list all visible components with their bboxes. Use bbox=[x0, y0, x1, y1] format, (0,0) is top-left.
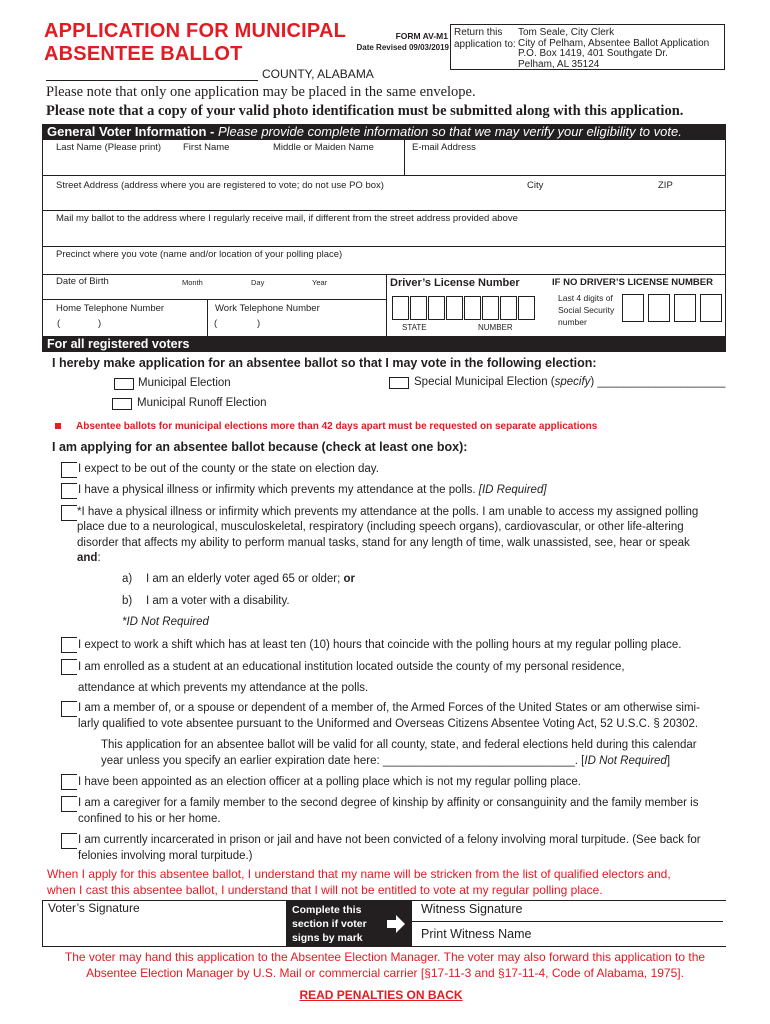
ssn-label-line: number bbox=[558, 317, 587, 327]
stricken-statement bbox=[47, 866, 671, 898]
reason-caregiver bbox=[78, 796, 698, 827]
witness-name-field[interactable] bbox=[540, 923, 722, 945]
form-id: FORM AV-M1 bbox=[395, 31, 448, 41]
general-info-heading: General Voter Information - bbox=[47, 124, 218, 139]
dl-number-box-3[interactable] bbox=[464, 296, 481, 320]
military-validity-line: This application for an absentee ballot will be valid for all county, state, and federal elections held during this calendar bbox=[101, 739, 697, 751]
reason-incarcerated-checkbox[interactable] bbox=[61, 833, 77, 849]
title-line-1: APPLICATION FOR MUNICIPAL bbox=[44, 20, 347, 42]
reason-incarcerated-line: felonies involving moral turpitude.) bbox=[78, 849, 253, 862]
reason-elderly bbox=[146, 572, 355, 587]
voter-signature-label: Voter’s Signature bbox=[48, 901, 140, 915]
home-phone-paren-close: ) bbox=[98, 318, 102, 329]
registered-voters-header: For all registered voters bbox=[42, 336, 726, 352]
reason-caregiver-checkbox[interactable] bbox=[61, 796, 77, 812]
home-phone-label: Home Telephone Number bbox=[56, 303, 165, 314]
email-field[interactable] bbox=[405, 152, 724, 174]
return-address bbox=[518, 28, 709, 70]
reason-caregiver-line: I am a caregiver for a family member to the second degree of kinship by affinity or consanguinity and the family member is bbox=[78, 797, 699, 809]
name-field[interactable] bbox=[43, 152, 404, 174]
mark-instruction-line: section if voter bbox=[292, 918, 367, 930]
work-phone-paren-close: ) bbox=[257, 318, 261, 329]
special-election-prefix: Special Municipal Election ( bbox=[414, 376, 555, 388]
reason-incarcerated bbox=[78, 833, 701, 864]
return-label-1: Return this bbox=[454, 27, 503, 38]
stricken-statement-line: when I cast this absentee ballot, I understand that I will not be entitled to vote at my regular polling place. bbox=[47, 883, 603, 897]
general-info-subheading: Please provide complete information so that we may verify your eligibility to vote. bbox=[217, 124, 682, 139]
reason-elderly-or: or bbox=[343, 573, 356, 585]
reason-military-line: I am a member of, or a spouse or dependent of a member of, the Armed Forces of the United States or am otherwise simi- bbox=[78, 702, 700, 714]
first-name-label: First Name bbox=[183, 142, 230, 153]
general-info-header bbox=[42, 124, 726, 140]
reason-student-line-1: I am enrolled as a student at an educational institution located outside the county of my personal residence, bbox=[78, 661, 625, 673]
dl-number-box-4[interactable] bbox=[482, 296, 499, 320]
special-election-suffix: ) ____________________ bbox=[590, 376, 726, 388]
work-phone-field[interactable] bbox=[222, 315, 382, 333]
middle-name-label: Middle or Maiden Name bbox=[273, 142, 374, 153]
return-address-line: Tom Seale, City Clerk bbox=[518, 27, 615, 38]
reason-election-officer-checkbox[interactable] bbox=[61, 774, 77, 790]
return-address-line: City of Pelham, Absentee Ballot Application bbox=[518, 37, 710, 49]
street-address-label: Street Address (address where you are registered to vote; do not use PO box) bbox=[56, 180, 384, 191]
witness-signature-label: Witness Signature bbox=[421, 902, 523, 916]
reason-voter-disability: I am a voter with a disability. bbox=[146, 595, 290, 607]
reason-military-line: larly qualified to vote absentee pursuant to the Uniformed and Overseas Citizens Absentee Voting Act, 52 U.S.C. § 20302. bbox=[78, 717, 699, 730]
no-dl-label: IF NO DRIVER’S LICENSE NUMBER bbox=[552, 277, 713, 288]
zip-label: ZIP bbox=[658, 180, 673, 191]
reason-disability-colon: : bbox=[97, 551, 101, 564]
reasons-heading: I am applying for an absentee ballot because (check at least one box): bbox=[52, 440, 468, 454]
submission-instructions-line: Absentee Election Manager by U.S. Mail or commercial carrier [§17-11-3 and §17-11-4, Code of Alabama, 1975]. bbox=[86, 966, 684, 980]
note-photo-id: Please note that a copy of your valid photo identification must be submitted along with this application. bbox=[46, 103, 684, 119]
precinct-label: Precinct where you vote (name and/or location of your polling place) bbox=[56, 249, 343, 260]
ssn-label-line: Social Security bbox=[558, 305, 615, 315]
voter-signature-field[interactable] bbox=[43, 916, 283, 946]
arrow-right-icon bbox=[385, 913, 407, 935]
return-address-line: P.O. Box 1419, 401 Southgate Dr. bbox=[518, 48, 668, 59]
home-phone-field[interactable] bbox=[64, 315, 204, 333]
reason-out-of-county-checkbox[interactable] bbox=[61, 462, 77, 478]
id-not-required-note: *ID Not Required bbox=[122, 616, 209, 628]
runoff-election-label: Municipal Runoff Election bbox=[137, 397, 267, 409]
reason-student-line-2: attendance at which prevents my attendance at the polls. bbox=[78, 682, 369, 694]
county-label: COUNTY, ALABAMA bbox=[262, 67, 374, 81]
reason-disability-checkbox[interactable] bbox=[61, 505, 77, 521]
reason-disability bbox=[77, 505, 698, 566]
reason-military bbox=[78, 701, 700, 732]
reason-disability-line: disorder that affects my ability to perform manual tasks, stand for any length of time, walk unassisted, see, hear or speak bbox=[77, 536, 690, 549]
precinct-field[interactable] bbox=[43, 260, 724, 273]
street-address-field[interactable] bbox=[43, 192, 724, 209]
ssn-digit-box-1[interactable] bbox=[622, 294, 644, 322]
dob-month-label: Month bbox=[182, 278, 203, 287]
dl-number-label: Driver’s License Number bbox=[390, 277, 520, 289]
reason-illness-id: [ID Required] bbox=[478, 484, 547, 496]
reason-illness bbox=[78, 483, 547, 498]
reason-incarcerated-line: I am currently incarcerated in prison or jail and have not been convicted of a felony involving moral turpitude. (See back for bbox=[78, 834, 701, 846]
submission-instructions bbox=[0, 949, 770, 981]
dob-year-label: Year bbox=[312, 278, 328, 287]
ssn-label bbox=[558, 292, 614, 328]
dob-field[interactable] bbox=[140, 287, 385, 298]
mail-address-label: Mail my ballot to the address where I regularly receive mail, if different from the street address provided above bbox=[56, 213, 518, 224]
title-line-2: ABSENTEE BALLOT bbox=[44, 43, 243, 65]
dob-day-label: Day bbox=[251, 278, 265, 287]
ssn-label-line: Last 4 digits of bbox=[558, 293, 613, 303]
reason-military-checkbox[interactable] bbox=[61, 701, 77, 717]
military-validity-end: ] bbox=[666, 754, 671, 767]
return-address-line: Pelham, AL 35124 bbox=[518, 58, 600, 70]
special-election-specify: specify bbox=[554, 376, 591, 388]
reason-election-officer: I have been appointed as an election officer at a polling place which is not my regular polling place. bbox=[78, 776, 581, 788]
witness-signature-field[interactable] bbox=[520, 901, 722, 920]
mark-instruction-line: Complete this bbox=[292, 904, 362, 916]
dob-label: Date of Birth bbox=[56, 276, 109, 287]
ssn-digit-box-2[interactable] bbox=[648, 294, 670, 322]
reason-work-shift: I expect to work a shift which has at least ten (10) hours that coincide with the polling hours at my regular polling place. bbox=[78, 639, 682, 651]
city-label: City bbox=[527, 180, 544, 191]
reason-voter-disability-letter: b) bbox=[122, 595, 133, 607]
print-witness-name-label: Print Witness Name bbox=[421, 927, 532, 941]
ssn-digit-box-3[interactable] bbox=[674, 294, 696, 322]
dl-number-box-2[interactable] bbox=[446, 296, 463, 320]
date-revised: Date Revised 09/03/2019 bbox=[356, 43, 449, 52]
read-penalties-link[interactable]: READ PENALTIES ON BACK bbox=[299, 988, 463, 1002]
email-label: E-mail Address bbox=[412, 142, 476, 153]
dl-number-sublabel: NUMBER bbox=[478, 323, 513, 332]
warning-bullet-icon bbox=[55, 423, 61, 429]
ssn-digit-box-4[interactable] bbox=[700, 294, 722, 322]
reason-disability-line: place due to a neurological, musculoskeletal, respiratory (including speech organs), cardiovascular, or other life-altering bbox=[77, 521, 684, 534]
work-phone-paren-open: ( bbox=[214, 318, 218, 329]
reason-student-checkbox[interactable] bbox=[61, 659, 77, 675]
dl-number-box-6[interactable] bbox=[518, 296, 535, 320]
special-election-checkbox[interactable] bbox=[389, 377, 409, 389]
municipal-election-label: Municipal Election bbox=[138, 377, 231, 389]
last-name-label: Last Name (Please print) bbox=[56, 142, 162, 153]
reason-illness-text: I have a physical illness or infirmity which prevents my attendance at the polls. bbox=[78, 484, 479, 496]
dl-number-box-1[interactable] bbox=[428, 296, 445, 320]
dl-number-box-5[interactable] bbox=[500, 296, 517, 320]
mail-address-field[interactable] bbox=[43, 225, 724, 245]
county-input-line[interactable] bbox=[46, 80, 258, 81]
military-id-not-required: ID Not Required bbox=[584, 754, 667, 767]
submission-instructions-line: The voter may hand this application to the Absentee Election Manager. The voter may also forward this application to the bbox=[64, 950, 706, 964]
reason-work-shift-checkbox[interactable] bbox=[61, 637, 77, 653]
special-election-label bbox=[414, 376, 725, 388]
reason-out-of-county: I expect to be out of the county or the state on election day. bbox=[78, 463, 379, 475]
military-validity-paragraph bbox=[101, 738, 697, 769]
mark-instruction-line: signs by mark bbox=[292, 932, 363, 944]
reason-illness-checkbox[interactable] bbox=[61, 483, 77, 499]
reason-elderly-letter: a) bbox=[122, 573, 133, 585]
reason-caregiver-line: confined to his or her home. bbox=[78, 812, 221, 825]
reason-elderly-text: I am an elderly voter aged 65 or older; bbox=[146, 573, 344, 585]
separate-applications-warning: Absentee ballots for municipal elections more than 42 days apart must be requested on separate applications bbox=[76, 421, 598, 432]
work-phone-label: Work Telephone Number bbox=[215, 303, 320, 314]
reason-disability-and: and bbox=[77, 551, 98, 564]
runoff-election-checkbox[interactable] bbox=[112, 398, 132, 410]
return-label-2: application to: bbox=[454, 39, 516, 50]
home-phone-paren-open: ( bbox=[57, 318, 61, 329]
mark-instruction bbox=[292, 903, 367, 945]
stricken-statement-line: When I apply for this absentee ballot, I understand that my name will be stricken from the list of qualified electors and, bbox=[47, 867, 671, 881]
military-validity-line: year unless you specify an earlier expiration date here: ______________________________. [ bbox=[101, 754, 585, 767]
application-statement: I hereby make application for an absentee ballot so that I may vote in the following election: bbox=[52, 356, 597, 370]
note-envelope: Please note that only one application may be placed in the same envelope. bbox=[46, 84, 476, 100]
dl-state-box-1[interactable] bbox=[392, 296, 409, 320]
dl-state-label: STATE bbox=[402, 323, 427, 332]
municipal-election-checkbox[interactable] bbox=[114, 378, 134, 390]
reason-disability-line: *I have a physical illness or infirmity which prevents my attendance at the polls. I am unable to access my assigned polling bbox=[77, 506, 699, 518]
dl-state-box-2[interactable] bbox=[410, 296, 427, 320]
